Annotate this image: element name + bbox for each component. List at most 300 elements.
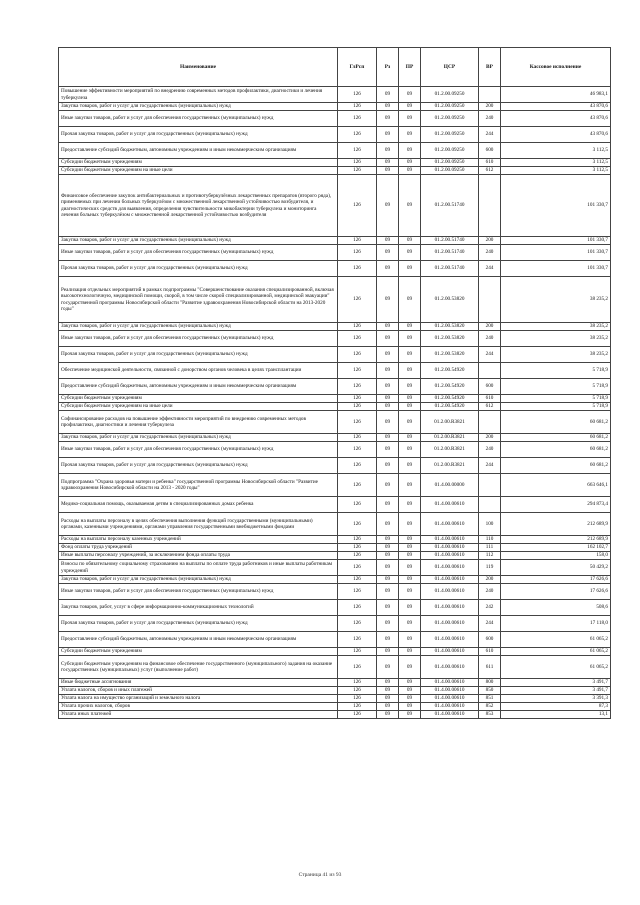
row-amount: 60 681,2 (501, 411, 611, 434)
table-row (59, 111, 611, 127)
row-csr: 01.4.00.00610 (421, 576, 479, 584)
row-grbs: 126 (338, 127, 377, 143)
row-pr: 09 (399, 576, 421, 584)
header-amount: Кассовое исполнение (501, 48, 611, 87)
row-grbs: 126 (338, 379, 377, 395)
row-pr: 09 (399, 513, 421, 536)
row-rz: 09 (377, 103, 399, 111)
row-amount: 3 491,7 (501, 687, 611, 695)
row-csr: 01.4.00.00000 (421, 474, 479, 497)
row-amount: 60 681,2 (501, 434, 611, 442)
row-pr: 09 (399, 474, 421, 497)
row-name: Субсидии бюджетным учреждениям (59, 159, 338, 167)
row-amount: 3 112,5 (501, 143, 611, 159)
row-grbs: 126 (338, 331, 377, 347)
row-vr (479, 474, 501, 497)
row-pr: 09 (399, 544, 421, 552)
row-amount: 5 718,9 (501, 395, 611, 403)
row-rz: 09 (377, 411, 399, 434)
row-grbs: 126 (338, 363, 377, 379)
table-row (59, 584, 611, 600)
row-grbs: 126 (338, 544, 377, 552)
row-amount: 5 718,9 (501, 403, 611, 411)
row-csr: 01.2.00.09250 (421, 103, 479, 111)
row-name: Субсидии бюджетным учреждениям на иные цели (59, 403, 338, 411)
row-csr: 01.2.00.54920 (421, 363, 479, 379)
table-row (59, 616, 611, 632)
table-row (59, 442, 611, 458)
header-rz: Рз (377, 48, 399, 87)
table-row (59, 379, 611, 395)
row-csr: 01.2.00.53820 (421, 331, 479, 347)
row-name: Подпрограмма "Охрана здоровья матери и ребенка" государственной программы Новосибирской области "Развитие здравоохранения Новосибирской области на 2013 - 2020 годы" (59, 474, 338, 497)
row-csr: 01.2.00.53820 (421, 277, 479, 323)
table-row (59, 87, 611, 103)
row-csr: 01.2.00.53820 (421, 323, 479, 331)
row-amount: 101 330,7 (501, 261, 611, 277)
row-pr: 09 (399, 127, 421, 143)
row-rz: 09 (377, 331, 399, 347)
row-csr: 01.2.00.51740 (421, 237, 479, 245)
row-rz: 09 (377, 261, 399, 277)
row-grbs: 126 (338, 560, 377, 576)
table-row (59, 347, 611, 363)
row-rz: 09 (377, 175, 399, 237)
row-pr: 09 (399, 560, 421, 576)
table-row (59, 648, 611, 656)
row-vr: 600 (479, 632, 501, 648)
row-rz: 09 (377, 656, 399, 679)
table-row (59, 103, 611, 111)
row-rz: 09 (377, 474, 399, 497)
row-grbs: 126 (338, 600, 377, 616)
row-rz: 09 (377, 245, 399, 261)
row-amount: 60 681,2 (501, 458, 611, 474)
row-name: Иные закупки товаров, работ и услуг для обеспечения государственных (муниципальных) нужд (59, 245, 338, 261)
row-csr: 01.4.00.00610 (421, 656, 479, 679)
row-amount: 663 646,1 (501, 474, 611, 497)
row-csr: 01.4.00.00610 (421, 648, 479, 656)
row-vr (479, 87, 501, 103)
row-name: Закупка товаров, работ и услуг для государственных (муниципальных) нужд (59, 237, 338, 245)
row-amount: 38 235,2 (501, 277, 611, 323)
row-csr: 01.4.00.00610 (421, 703, 479, 711)
row-csr: 01.4.00.00610 (421, 687, 479, 695)
table-row (59, 434, 611, 442)
row-csr: 01.4.00.00610 (421, 513, 479, 536)
row-amount: 17 626,6 (501, 584, 611, 600)
row-grbs: 126 (338, 347, 377, 363)
row-name: Уплата налогов, сборов и иных платежей (59, 687, 338, 695)
table-row (59, 159, 611, 167)
row-amount: 46 983,1 (501, 87, 611, 103)
row-grbs: 126 (338, 442, 377, 458)
row-csr: 01.2.00.54920 (421, 403, 479, 411)
table-row (59, 576, 611, 584)
row-amount: 13,1 (501, 711, 611, 719)
table-header-row (59, 48, 611, 87)
row-csr: 01.2.00.09250 (421, 111, 479, 127)
row-name: Уплата прочих налогов, сборов (59, 703, 338, 711)
row-name: Финансовое обеспечение закупок антибактериальных и противотуберкулёзных лекарственных препаратов (второго ряда), применяемых при лечении больных туберкулёзом с множественной лекарственной устойчивостью возбудителя, и диагностических средств для выявления, определения чувствительности микобактерии туберкулеза и мониторинга лечения больных туберкулёзом с множественной лекарственной устойчивостью возбудителя (59, 175, 338, 237)
row-vr (479, 277, 501, 323)
row-vr: 200 (479, 434, 501, 442)
row-pr: 09 (399, 703, 421, 711)
row-pr: 09 (399, 159, 421, 167)
row-name: Закупка товаров, работ, услуг в сфере информационно-коммуникационных технологий (59, 600, 338, 616)
row-rz: 09 (377, 127, 399, 143)
row-pr: 09 (399, 363, 421, 379)
row-csr: 01.2.00.51740 (421, 175, 479, 237)
row-vr: 100 (479, 513, 501, 536)
table-row (59, 552, 611, 560)
row-rz: 09 (377, 237, 399, 245)
row-amount: 87,3 (501, 703, 611, 711)
row-vr: 240 (479, 331, 501, 347)
row-csr: 01.2.00.09250 (421, 127, 479, 143)
table-row (59, 411, 611, 434)
row-vr: 851 (479, 695, 501, 703)
table-row (59, 687, 611, 695)
row-name: Закупка товаров, работ и услуг для государственных (муниципальных) нужд (59, 434, 338, 442)
row-pr: 09 (399, 347, 421, 363)
row-name: Предоставление субсидий бюджетным, автономным учреждениям и иным некоммерческим организациям (59, 143, 338, 159)
row-rz: 09 (377, 513, 399, 536)
row-rz: 09 (377, 616, 399, 632)
header-pr: ПР (399, 48, 421, 87)
row-vr: 610 (479, 395, 501, 403)
row-amount: 294 873,4 (501, 497, 611, 513)
row-amount: 3 391,3 (501, 695, 611, 703)
row-grbs: 126 (338, 695, 377, 703)
row-name: Закупка товаров, работ и услуг для государственных (муниципальных) нужд (59, 323, 338, 331)
row-grbs: 126 (338, 277, 377, 323)
table-row (59, 277, 611, 323)
row-grbs: 126 (338, 458, 377, 474)
row-name: Закупка товаров, работ и услуг для государственных (муниципальных) нужд (59, 103, 338, 111)
table-row (59, 695, 611, 703)
row-pr: 09 (399, 87, 421, 103)
row-amount: 60 681,2 (501, 442, 611, 458)
row-pr: 09 (399, 245, 421, 261)
row-grbs: 126 (338, 111, 377, 127)
row-csr: 01.2.00.54920 (421, 379, 479, 395)
row-vr (479, 363, 501, 379)
table-row (59, 497, 611, 513)
row-rz: 09 (377, 648, 399, 656)
row-name: Иные выплаты персоналу учреждений, за исключением фонда оплаты труда (59, 552, 338, 560)
row-rz: 09 (377, 552, 399, 560)
row-amount: 38 235,2 (501, 347, 611, 363)
row-vr: 200 (479, 103, 501, 111)
row-amount: 162 102,7 (501, 544, 611, 552)
row-name: Фонд оплаты труда учреждений (59, 544, 338, 552)
row-grbs: 126 (338, 703, 377, 711)
row-rz: 09 (377, 395, 399, 403)
budget-table (58, 47, 611, 719)
row-rz: 09 (377, 347, 399, 363)
row-csr: 01.2.00.09250 (421, 159, 479, 167)
row-name: Расходы на выплаты персоналу в целях обеспечения выполнения функций государственными (муниципальными) органами, казенными учреждениями, органами управления государственными внебюджетными фондами (59, 513, 338, 536)
row-amount: 101 330,7 (501, 237, 611, 245)
row-amount: 3 491,7 (501, 679, 611, 687)
row-vr (479, 411, 501, 434)
row-vr: 200 (479, 323, 501, 331)
row-pr: 09 (399, 656, 421, 679)
row-pr: 09 (399, 552, 421, 560)
row-amount: 3 112,5 (501, 167, 611, 175)
row-vr: 111 (479, 544, 501, 552)
row-name: Прочая закупка товаров, работ и услуг для государственных (муниципальных) нужд (59, 127, 338, 143)
row-amount: 212 689,9 (501, 536, 611, 544)
page-footer: Страница 41 из 93 (298, 872, 342, 878)
row-vr: 110 (479, 536, 501, 544)
row-rz: 09 (377, 560, 399, 576)
row-csr: 01.4.00.00610 (421, 711, 479, 719)
row-vr (479, 175, 501, 237)
row-pr: 09 (399, 323, 421, 331)
row-rz: 09 (377, 544, 399, 552)
row-grbs: 126 (338, 103, 377, 111)
row-vr: 240 (479, 245, 501, 261)
row-pr: 09 (399, 687, 421, 695)
row-pr: 09 (399, 277, 421, 323)
row-grbs: 126 (338, 474, 377, 497)
row-rz: 09 (377, 711, 399, 719)
row-vr: 600 (479, 143, 501, 159)
table-row (59, 458, 611, 474)
row-amount: 50 429,2 (501, 560, 611, 576)
row-csr: 01.4.00.00610 (421, 695, 479, 703)
row-pr: 09 (399, 536, 421, 544)
row-name: Предоставление субсидий бюджетным, автономным учреждениям и иным некоммерческим организациям (59, 632, 338, 648)
row-vr: 612 (479, 403, 501, 411)
row-rz: 09 (377, 536, 399, 544)
row-grbs: 126 (338, 87, 377, 103)
row-vr: 200 (479, 576, 501, 584)
table-row (59, 167, 611, 175)
row-amount: 101 330,7 (501, 245, 611, 261)
row-vr: 119 (479, 560, 501, 576)
row-name: Прочая закупка товаров, работ и услуг для государственных (муниципальных) нужд (59, 616, 338, 632)
row-csr: 01.2.00.R3821 (421, 411, 479, 434)
row-amount: 61 065,2 (501, 632, 611, 648)
row-csr: 01.2.00.09250 (421, 143, 479, 159)
row-amount: 3 112,5 (501, 159, 611, 167)
row-pr: 09 (399, 711, 421, 719)
row-amount: 17 626,6 (501, 576, 611, 584)
row-pr: 09 (399, 458, 421, 474)
row-csr: 01.2.00.53820 (421, 347, 479, 363)
row-grbs: 126 (338, 261, 377, 277)
row-name: Субсидии бюджетным учреждениям на финансовое обеспечение государственного (муниципального) задания на оказание государственных (муниципальных) услуг (выполнение работ) (59, 656, 338, 679)
table-row (59, 363, 611, 379)
header-name: Наименование (59, 48, 338, 87)
row-rz: 09 (377, 403, 399, 411)
table-row (59, 395, 611, 403)
row-rz: 09 (377, 497, 399, 513)
row-name: Предоставление субсидий бюджетным, автономным учреждениям и иным некоммерческим организациям (59, 379, 338, 395)
row-vr: 244 (479, 347, 501, 363)
row-name: Повышение эффективности мероприятий по внедрению современных методов профилактики, диагностики и лечения туберкулеза (59, 87, 338, 103)
row-vr (479, 497, 501, 513)
row-amount: 38 235,2 (501, 323, 611, 331)
row-pr: 09 (399, 331, 421, 347)
row-pr: 09 (399, 411, 421, 434)
row-rz: 09 (377, 576, 399, 584)
row-csr: 01.2.00.R3821 (421, 458, 479, 474)
row-name: Субсидии бюджетным учреждениям (59, 648, 338, 656)
row-rz: 09 (377, 632, 399, 648)
row-grbs: 126 (338, 616, 377, 632)
row-pr: 09 (399, 237, 421, 245)
row-grbs: 126 (338, 167, 377, 175)
row-pr: 09 (399, 434, 421, 442)
table-row (59, 237, 611, 245)
header-grbs: ГлРсп (338, 48, 377, 87)
row-grbs: 126 (338, 143, 377, 159)
table-row (59, 331, 611, 347)
row-rz: 09 (377, 363, 399, 379)
row-rz: 09 (377, 143, 399, 159)
row-rz: 09 (377, 111, 399, 127)
table-row (59, 143, 611, 159)
table-row (59, 323, 611, 331)
row-pr: 09 (399, 103, 421, 111)
row-vr: 244 (479, 616, 501, 632)
row-grbs: 126 (338, 513, 377, 536)
row-name: Расходы на выплаты персоналу казенных учреждений (59, 536, 338, 544)
row-name: Субсидии бюджетным учреждениям на иные цели (59, 167, 338, 175)
table-row (59, 513, 611, 536)
row-csr: 01.2.00.54920 (421, 395, 479, 403)
row-pr: 09 (399, 167, 421, 175)
row-amount: 43 870,6 (501, 103, 611, 111)
row-pr: 09 (399, 442, 421, 458)
row-rz: 09 (377, 687, 399, 695)
row-pr: 09 (399, 379, 421, 395)
row-rz: 09 (377, 442, 399, 458)
table-row (59, 261, 611, 277)
row-csr: 01.2.00.09250 (421, 87, 479, 103)
row-grbs: 126 (338, 711, 377, 719)
row-vr: 610 (479, 159, 501, 167)
row-name: Прочая закупка товаров, работ и услуг для государственных (муниципальных) нужд (59, 347, 338, 363)
row-name: Уплата иных платежей (59, 711, 338, 719)
row-pr: 09 (399, 143, 421, 159)
row-csr: 01.2.00.51740 (421, 261, 479, 277)
row-csr: 01.4.00.00610 (421, 632, 479, 648)
row-grbs: 126 (338, 656, 377, 679)
row-name: Иные бюджетные ассигнования (59, 679, 338, 687)
row-pr: 09 (399, 403, 421, 411)
row-vr: 610 (479, 648, 501, 656)
row-name: Иные закупки товаров, работ и услуг для обеспечения государственных (муниципальных) нужд (59, 584, 338, 600)
row-rz: 09 (377, 679, 399, 687)
row-vr: 244 (479, 261, 501, 277)
row-amount: 43 870,6 (501, 111, 611, 127)
row-csr: 01.2.00.R3821 (421, 434, 479, 442)
row-grbs: 126 (338, 648, 377, 656)
table-row (59, 632, 611, 648)
row-csr: 01.4.00.00610 (421, 679, 479, 687)
row-grbs: 126 (338, 497, 377, 513)
row-name: Уплата налога на имущество организаций и земельного налога (59, 695, 338, 703)
row-amount: 101 330,7 (501, 175, 611, 237)
row-csr: 01.2.00.09250 (421, 167, 479, 175)
row-name: Софинансирование расходов на повышение эффективности мероприятий по внедрению современных методов профилактики, диагностики и лечения туберкулеза (59, 411, 338, 434)
row-grbs: 126 (338, 403, 377, 411)
row-rz: 09 (377, 87, 399, 103)
row-csr: 01.4.00.00610 (421, 544, 479, 552)
table-row (59, 544, 611, 552)
row-pr: 09 (399, 632, 421, 648)
table-row (59, 679, 611, 687)
row-pr: 09 (399, 395, 421, 403)
row-amount: 5 718,9 (501, 363, 611, 379)
row-grbs: 126 (338, 687, 377, 695)
row-rz: 09 (377, 434, 399, 442)
row-pr: 09 (399, 616, 421, 632)
row-name: Иные закупки товаров, работ и услуг для обеспечения государственных (муниципальных) нужд (59, 442, 338, 458)
row-rz: 09 (377, 277, 399, 323)
row-grbs: 126 (338, 395, 377, 403)
row-csr: 01.4.00.00610 (421, 552, 479, 560)
row-rz: 09 (377, 159, 399, 167)
row-name: Иные закупки товаров, работ и услуг для обеспечения государственных (муниципальных) нужд (59, 331, 338, 347)
row-vr: 852 (479, 703, 501, 711)
row-name: Взносы по обязательному социальному страхованию на выплаты по оплате труда работников и иные выплаты работникам учреждений (59, 560, 338, 576)
row-amount: 38 235,2 (501, 331, 611, 347)
table-row (59, 536, 611, 544)
row-name: Иные закупки товаров, работ и услуг для обеспечения государственных (муниципальных) нужд (59, 111, 338, 127)
row-pr: 09 (399, 111, 421, 127)
row-grbs: 126 (338, 411, 377, 434)
table-row (59, 245, 611, 261)
row-rz: 09 (377, 458, 399, 474)
row-grbs: 126 (338, 584, 377, 600)
row-pr: 09 (399, 261, 421, 277)
row-grbs: 126 (338, 245, 377, 261)
row-pr: 09 (399, 600, 421, 616)
row-grbs: 126 (338, 632, 377, 648)
row-csr: 01.2.00.51740 (421, 245, 479, 261)
row-name: Прочая закупка товаров, работ и услуг для государственных (муниципальных) нужд (59, 458, 338, 474)
row-vr: 611 (479, 656, 501, 679)
row-rz: 09 (377, 167, 399, 175)
row-grbs: 126 (338, 175, 377, 237)
row-name: Субсидии бюджетным учреждениям (59, 395, 338, 403)
header-csr: ЦСР (421, 48, 479, 87)
row-csr: 01.4.00.00610 (421, 616, 479, 632)
row-name: Реализация отдельных мероприятий в рамках подпрограммы "Совершенствование оказания специализированной, включая высокотехнологичную, медицинской помощи, скорой, в том числе скорой специализированной, медицинской эвакуации" государственной программы Новосибирской области "Развитие здравоохранения Новосибирской области на 2013-2020 годы" (59, 277, 338, 323)
row-rz: 09 (377, 703, 399, 711)
row-amount: 61 065,2 (501, 656, 611, 679)
row-csr: 01.4.00.00610 (421, 536, 479, 544)
row-amount: 508,6 (501, 600, 611, 616)
row-vr: 853 (479, 711, 501, 719)
row-grbs: 126 (338, 323, 377, 331)
table-row (59, 711, 611, 719)
row-vr: 244 (479, 458, 501, 474)
row-pr: 09 (399, 679, 421, 687)
row-pr: 09 (399, 695, 421, 703)
table-row (59, 703, 611, 711)
row-pr: 09 (399, 584, 421, 600)
row-pr: 09 (399, 175, 421, 237)
row-vr: 242 (479, 600, 501, 616)
row-grbs: 126 (338, 536, 377, 544)
